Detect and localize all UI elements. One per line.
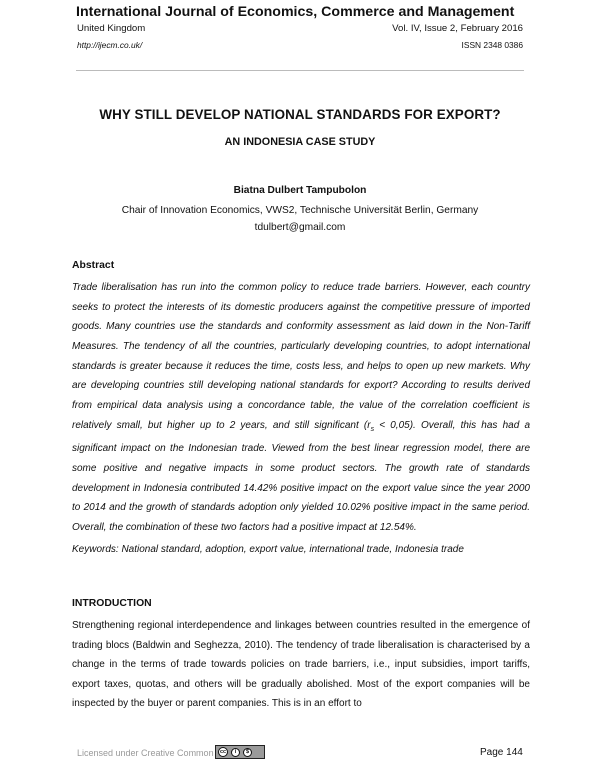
journal-title: International Journal of Economics, Commerce and Management	[76, 4, 515, 20]
creative-commons-badge[interactable]	[215, 745, 265, 759]
license-text: Licensed under Creative Common	[77, 748, 214, 758]
author-email[interactable]: tdulbert@gmail.com	[254, 222, 346, 233]
author-affiliation: Chair of Innovation Economics, VWS2, Technische Universität Berlin, Germany	[121, 205, 479, 216]
keywords: Keywords: National standard, adoption, export value, international trade, Indonesia trade	[72, 544, 464, 555]
abstract-body	[72, 278, 530, 538]
journal-country: United Kingdom	[77, 23, 146, 34]
author-name: Biatna Dulbert Tampubolon	[233, 185, 367, 196]
journal-issn: ISSN 2348 0386	[461, 40, 523, 50]
journal-url[interactable]: http://ijecm.co.uk/	[77, 40, 143, 50]
attribution-icon: i	[231, 748, 240, 757]
paper-title: WHY STILL DEVELOP NATIONAL STANDARDS FOR EXPORT?	[99, 107, 501, 122]
journal-volume-issue: Vol. IV, Issue 2, February 2016	[392, 23, 523, 34]
cc-icon: cc	[219, 749, 227, 755]
paper-subtitle: AN INDONESIA CASE STUDY	[224, 136, 376, 148]
header-divider	[76, 70, 524, 71]
significance-symbol: $r_s$	[367, 419, 375, 433]
abstract-text-part1: Trade liberalisation has run into the common policy to reduce trade barriers. However, each country seeks to protect the interests of its domestic producers against the competitive pressure of imported goods. Many countries use the standards and conformity assessment as laid down in the Non-Tariff Measures. The tendency of all the countries, particularly developing countries, to adopt international standards is greater because it reduces the time, costs less, and helps to open up new markets. Why are developing countries still developing national standards for export? According to results derived from empirical data analysis using a concordance table, the value of the correlation coefficient is relatively small, but higher up to 2 years, and still significant (	[72, 282, 530, 431]
introduction-heading: INTRODUCTION	[72, 598, 152, 609]
abstract-text-part2: < 0,05). Overall, this has had a significant impact on the Indonesian trade. Viewed from the best linear regression model, there are some positive and negative impacts in some product sectors. The growth rate of standards development in Indonesia contributed 14.42% positive impact on the export value since the year 2000 to 2014 and the growth of standards adoption only yielded 10.02% positive impact in the same period. Overall, the combination of these two factors had a positive impact at 12.54%.	[72, 419, 531, 533]
abstract-heading: Abstract	[72, 260, 115, 271]
noncommercial-icon: $	[243, 748, 252, 757]
introduction-body: Strengthening regional interdependence and linkages between countries resulted in the emergence of trading blocs (Baldwin and Seghezza, 2010). The tendency of trade liberalisation is characterised by a change in the terms of trade towards policies on trade barriers, i.e., input subsidies, import tariffs, export taxes, quotas, and others will be gradually abolished. Most of the export companies will be inspected by the buyer or parent companies. This is in an effort to	[72, 620, 530, 710]
page-number: Page 144	[480, 747, 523, 758]
